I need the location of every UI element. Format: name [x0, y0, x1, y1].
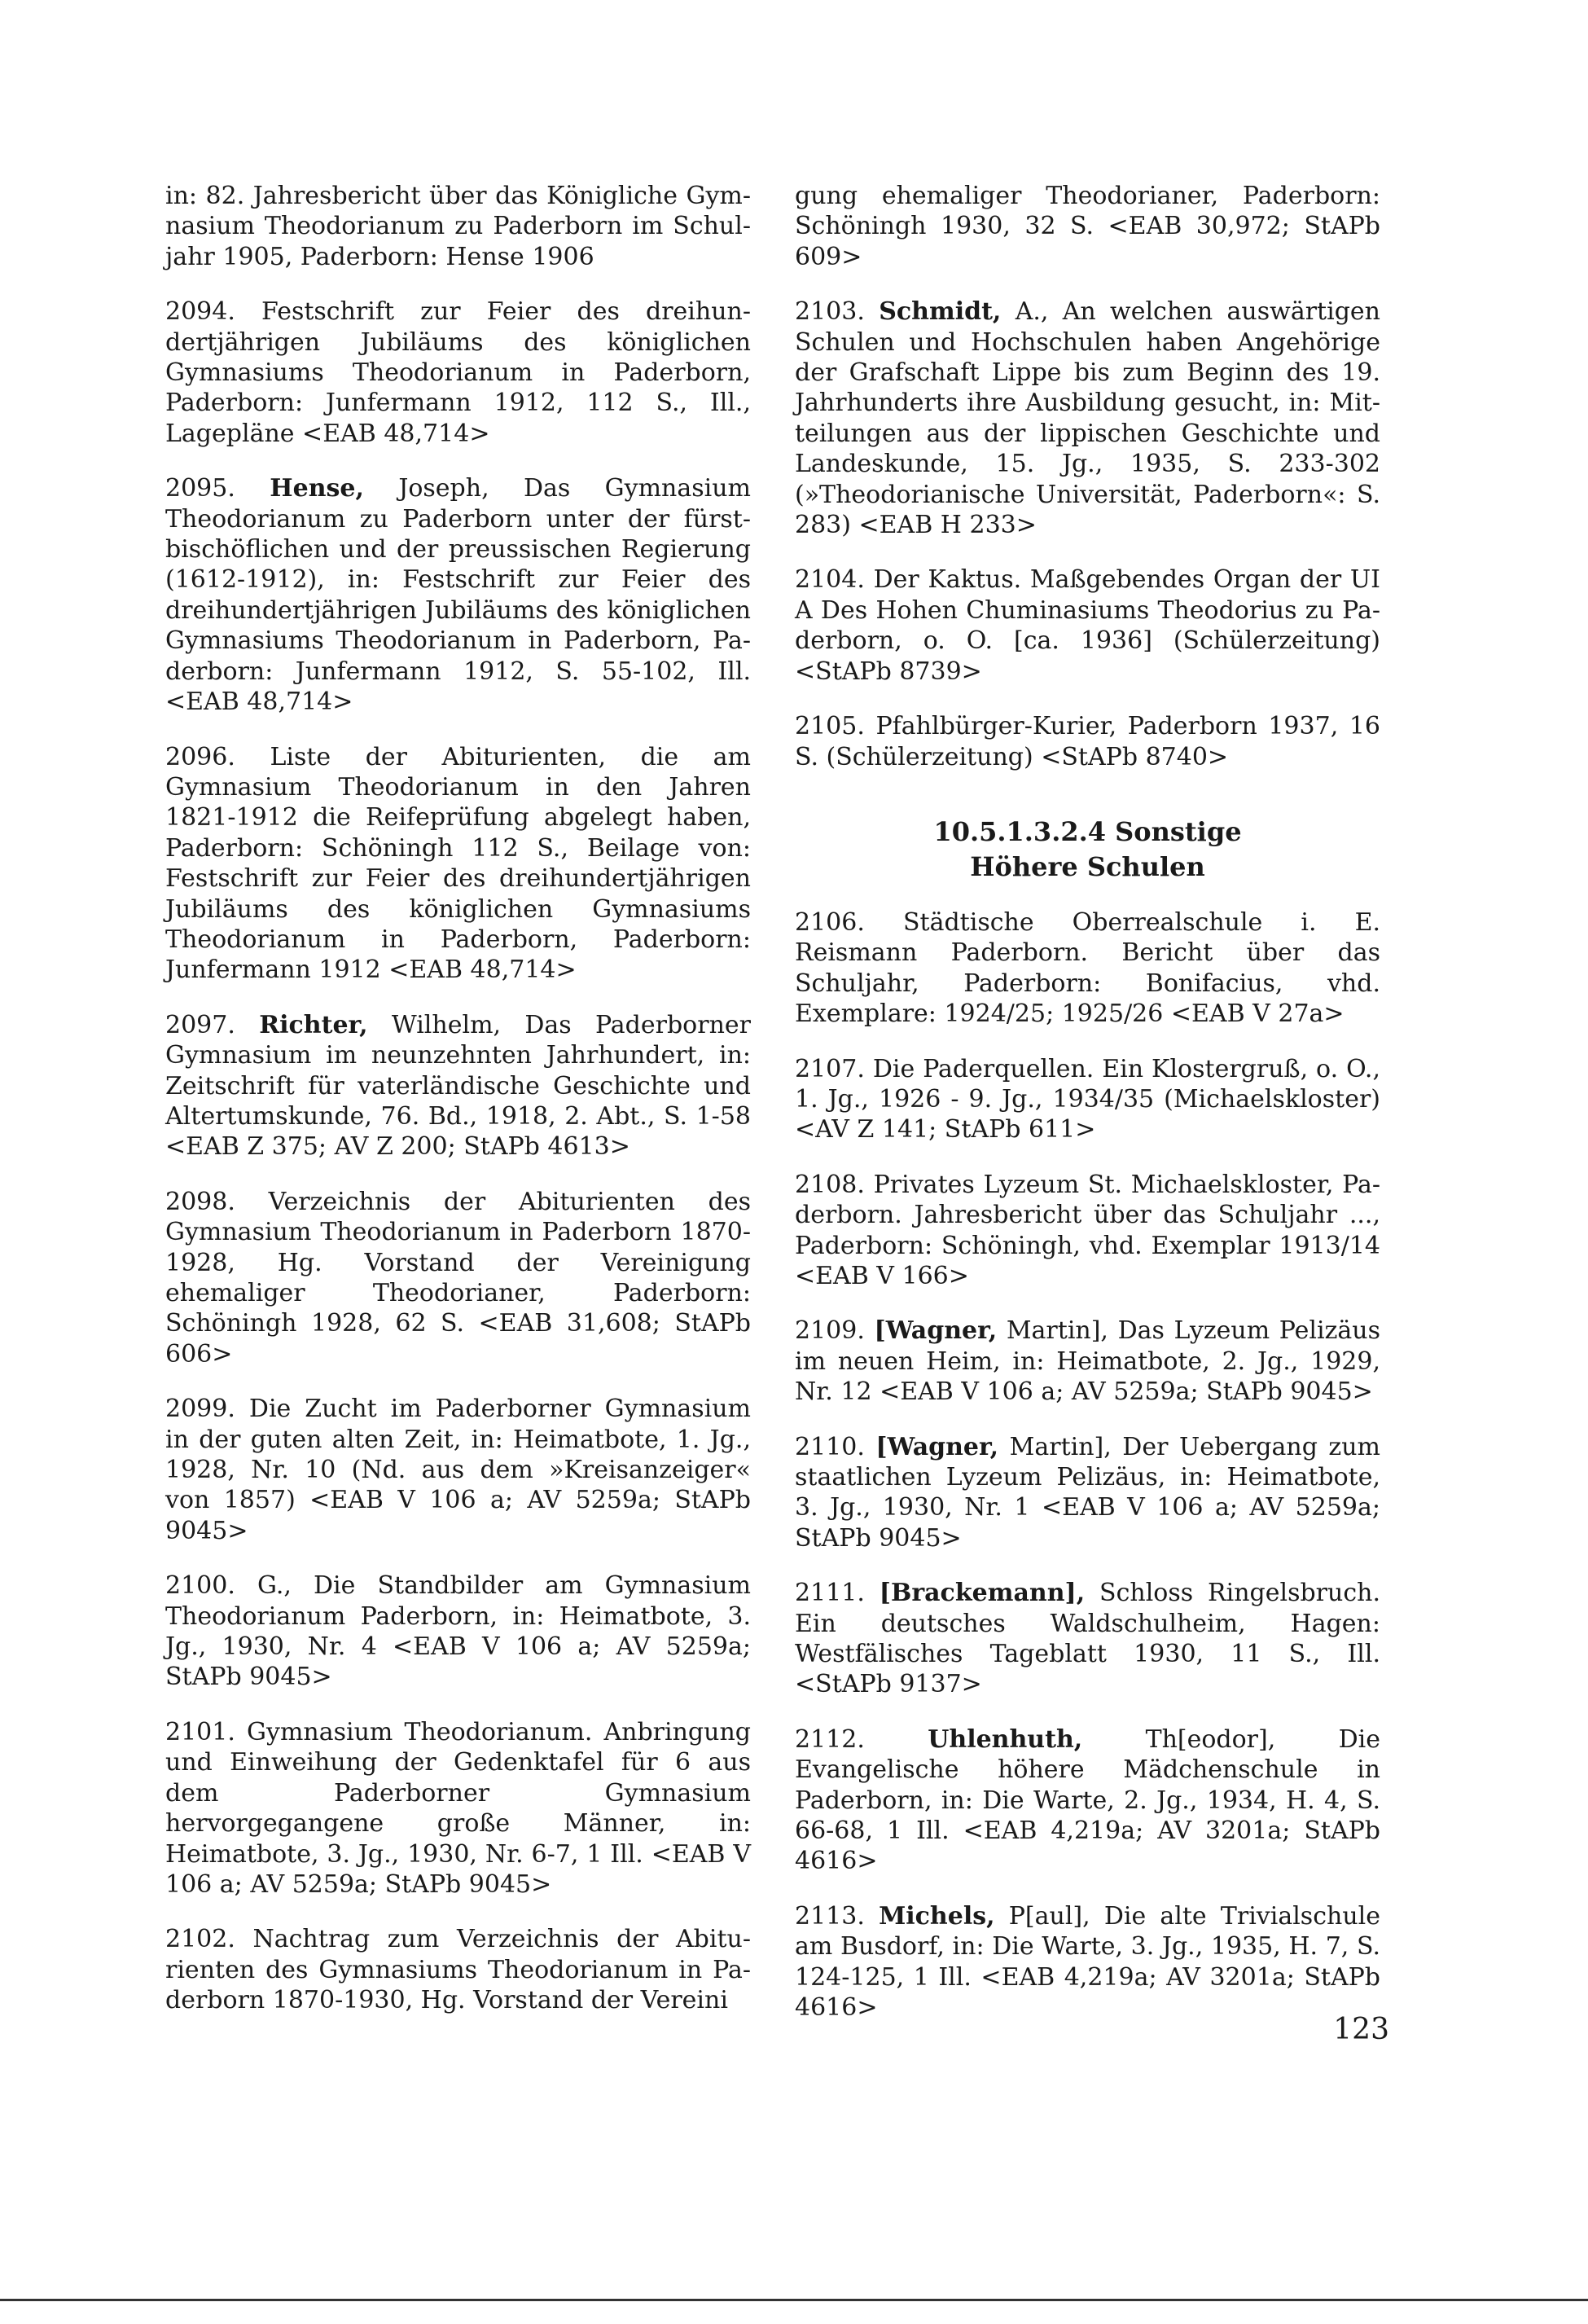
- entry-text: Th[eodor], Die Evangelische höhere Mädchenschule in Paderborn, in: Die Warte, 2. Jg., 1934, H. 4, S. 66-68, 1 Ill. <EAB 4,219a; AV 3201a; StAPb 4616>: [795, 1724, 1380, 1876]
- entry-text: Pfahlbürger-Kurier, Paderborn 1937, 16 S. (Schülerzeitung) <StAPb 8740>: [795, 712, 1380, 771]
- entry-text: Wilhelm, Das Paderborner Gymnasium im neunzehnten Jahrhundert, in: Zeitschrift für vaterländische Geschichte und Altertumskunde, 76. Bd., 1918, 2. Abt., S. 1-58 <EAB Z 375; AV Z 200; StAPb 4613>: [165, 1010, 751, 1162]
- entry-text: gung ehemaliger Theodorianer, Paderborn: Schöningh 1930, 32 S. <EAB 30,972; StAPb 609>: [795, 182, 1380, 271]
- bibliography-entry: [795, 297, 1380, 540]
- entry-number: 2111.: [795, 1579, 865, 1608]
- bibliography-entry: [165, 1010, 751, 1162]
- page-number: 123: [1333, 2013, 1389, 2046]
- entry-author: [Brackemann],: [879, 1579, 1086, 1608]
- bibliography-entry: [165, 1924, 751, 2015]
- entry-number: 2109.: [795, 1316, 865, 1346]
- entry-text: A., An welchen auswärtigen Schulen und Hochschulen haben Angehörige der Grafschaft Lippe bis zum Beginn des 19. Jahrhunderts ihre Ausbildung gesucht, in: Mitteilungen aus der lippischen Geschichte und Landeskunde, 15. Jg., 1935, S. 233-302 (»Theodorianische Universität, Paderborn«: S. 283) <EAB H 233>: [795, 297, 1380, 540]
- entry-text: Festschrift zur Feier des dreihundertjährigen Jubiläums des königlichen Gymnasiums Theodorianum in Paderborn, Paderborn: Junfermann 1912, 112 S., Ill., Lagepläne <EAB 48,714>: [165, 297, 751, 448]
- bibliography-entry: [795, 1901, 1380, 2023]
- entry-number: 2099.: [165, 1395, 235, 1424]
- entry-number: 2106.: [795, 907, 865, 937]
- section-heading-line-1: 10.5.1.3.2.4 Sonstige: [933, 815, 1242, 847]
- entry-number: 2108.: [795, 1170, 865, 1199]
- entry-number: 2102.: [165, 1925, 235, 1954]
- entry-text: Der Kaktus. Maßgebendes Organ der UI A Des Hohen Chuminasiums Theodorius zu Paderborn, o. O. [ca. 1936] (Schülerzeitung) <StAPb 8739>: [795, 565, 1380, 686]
- section-heading: [795, 815, 1380, 885]
- entry-number: 2096.: [165, 742, 235, 771]
- bibliography-entry: [795, 1578, 1380, 1700]
- entry-text: Verzeichnis der Abiturienten des Gymnasium Theodorianum in Paderborn 1870-1928, Hg. Vorstand der Vereinigung ehemaliger Theodorianer, Paderborn: Schöningh 1928, 62 S. <EAB 31,608; StAPb 606>: [165, 1187, 751, 1368]
- entry-text: Martin], Das Lyzeum Pelizäus im neuen Heim, in: Heimatbote, 2. Jg., 1929, Nr. 12 <EAB V 106 a; AV 5259a; StAPb 9045>: [795, 1316, 1380, 1407]
- entry-number: 2105.: [795, 712, 865, 741]
- bibliography-entry: [795, 1316, 1380, 1407]
- entry-text: in: 82. Jahresbericht über das Königliche Gymnasium Theodorianum zu Paderborn im Schuljahr 1905, Paderborn: Hense 1906: [165, 182, 751, 271]
- entry-number: 2110.: [795, 1432, 865, 1461]
- entry-number: 2113.: [795, 1901, 865, 1931]
- bibliography-entry: [165, 1571, 751, 1693]
- entry-author: Uhlenhuth,: [928, 1724, 1083, 1754]
- bibliography-entry: [165, 1187, 751, 1369]
- bibliography-entry: [165, 473, 751, 717]
- bibliography-entry: [165, 181, 751, 272]
- entry-number: 2104.: [795, 565, 865, 595]
- entry-text: Gymnasium Theodorianum. Anbringung und Einweihung der Gedenktafel für 6 aus dem Paderborner Gymnasium hervorgegangene große Männer, in: Heimatbote, 3. Jg., 1930, Nr. 6-7, 1 Ill. <EAB V 106 a; AV 5259a; StAPb 9045>: [165, 1717, 751, 1899]
- entry-number: 2112.: [795, 1724, 865, 1754]
- entry-text: Liste der Abiturienten, die am Gymnasium Theodorianum in den Jahren 1821-1912 die Reifeprüfung abgelegt haben, Paderborn: Schöningh 112 S., Beilage von: Festschrift zur Feier des dreihundertjährigen Jubiläums des königlichen Gymnasiums Theodorianum in Paderborn, Paderborn: Junfermann 1912 <EAB 48,714>: [165, 742, 751, 985]
- bibliography-entry: [795, 907, 1380, 1030]
- entry-text: Städtische Oberrealschule i. E. Reismann Paderborn. Bericht über das Schuljahr, Paderborn: Bonifacius, vhd. Exemplare: 1924/25; 1925/26 <EAB V 27a>: [795, 907, 1381, 1029]
- section-heading-line-2: Höhere Schulen: [970, 850, 1205, 882]
- entry-text: P[aul], Die alte Trivialschule am Busdorf, in: Die Warte, 3. Jg., 1935, H. 7, S. 124-125, 1 Ill. <EAB 4,219a; AV 3201a; StAPb 4616>: [795, 1901, 1380, 2023]
- entry-number: 2098.: [165, 1187, 235, 1216]
- bibliography-entry: [795, 1724, 1380, 1877]
- left-column: [165, 181, 751, 2041]
- bibliography-entry: [165, 1717, 751, 1900]
- right-column: [795, 181, 1380, 2048]
- bibliography-entry: [165, 742, 751, 986]
- entry-text: Die Zucht im Paderborner Gymnasium in der guten alten Zeit, in: Heimatbote, 1. Jg., 1928, Nr. 10 (Nd. aus dem »Kreisanzeiger« von 1857) <EAB V 106 a; AV 5259a; StAPb 9045>: [165, 1395, 751, 1545]
- bibliography-entry: [795, 711, 1380, 772]
- entry-number: 2095.: [165, 474, 235, 503]
- entry-author: Michels,: [879, 1901, 995, 1931]
- entry-author: Hense,: [270, 474, 364, 503]
- entry-number: 2094.: [165, 297, 235, 327]
- entry-author: Schmidt,: [879, 297, 1002, 327]
- entry-text: Martin], Der Uebergang zum staatlichen Lyzeum Pelizäus, in: Heimatbote, 3. Jg., 1930, Nr. 1 <EAB V 106 a; AV 5259a; StAPb 9045>: [795, 1432, 1381, 1553]
- entry-text: Joseph, Das Gymnasium Theodorianum zu Paderborn unter der fürstbischöflichen und der preussischen Regierung (1612-1912), in: Festschrift zur Feier des dreihundertjährigen Jubiläums des königlichen Gymnasiums Theodorianum in Paderborn, Paderborn: Junfermann 1912, S. 55-102, Ill. <EAB 48,714>: [165, 474, 751, 717]
- entry-text: G., Die Standbilder am Gymnasium Theodorianum Paderborn, in: Heimatbote, 3. Jg., 1930, Nr. 4 <EAB V 106 a; AV 5259a; StAPb 9045>: [165, 1571, 751, 1692]
- entry-number: 2103.: [795, 297, 865, 327]
- entry-number: 2101.: [165, 1717, 235, 1746]
- bibliography-entry: [795, 1054, 1380, 1145]
- bottom-divider: [0, 2299, 1588, 2301]
- bibliography-entry: [165, 297, 751, 449]
- entry-author: Richter,: [259, 1010, 368, 1039]
- entry-text: Die Paderquellen. Ein Klostergruß, o. O., 1. Jg., 1926 - 9. Jg., 1934/35 (Michaelskloster) <AV Z 141; StAPb 611>: [795, 1054, 1380, 1144]
- bibliography-entry: [165, 1394, 751, 1546]
- entry-author: [Wagner,: [875, 1432, 999, 1461]
- bibliography-entry: [795, 1432, 1380, 1554]
- entry-text: Schloss Ringelsbruch. Ein deutsches Waldschulheim, Hagen: Westfälisches Tageblatt 1930, 11 S., Ill. <StAPb 9137>: [795, 1579, 1380, 1699]
- entry-number: 2107.: [795, 1054, 865, 1083]
- bibliography-entry: [795, 181, 1380, 272]
- entry-author: [Wagner,: [874, 1316, 998, 1346]
- entry-number: 2100.: [165, 1571, 235, 1601]
- bibliography-entry: [795, 565, 1380, 687]
- entry-number: 2097.: [165, 1010, 235, 1039]
- entry-text: Privates Lyzeum St. Michaelskloster, Paderborn. Jahresbericht über das Schuljahr ..., Paderborn: Schöningh, vhd. Exemplar 1913/14 <EAB V 166>: [795, 1170, 1380, 1290]
- bibliography-entry: [795, 1170, 1380, 1292]
- entry-text: Nachtrag zum Verzeichnis der Abiturienten des Gymnasiums Theodorianum in Paderborn 1870-1930, Hg. Vorstand der Vereini: [165, 1925, 751, 2015]
